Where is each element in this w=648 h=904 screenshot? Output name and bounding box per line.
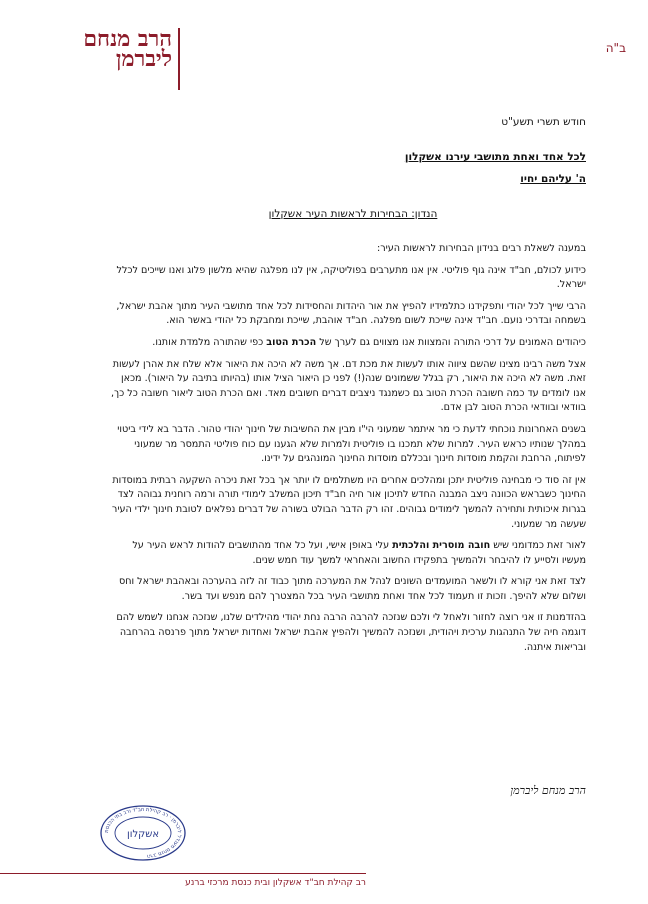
letter-footer: רב קהילת חב"ד אשקלון ובית כנסת מרכזי ברנע	[185, 878, 366, 888]
letterhead-divider	[178, 28, 180, 90]
paragraph-3: הרבי שייך לכל יהודי ותפקידנו כתלמידיו להפיץ את אור היהדות והחסידות לכל אחד מתושבי העיר מתוך אהבת ישראל, בשמחה ובדרכי נועם. חב"ד אינה שייכת לשום מפלגה. חב"ד אוהבת, שייכת ומחבקת כל יהודי באשר הוא.	[116, 300, 586, 327]
footer-divider	[0, 873, 366, 874]
letterhead-name-line1: הרב מנחם	[83, 26, 172, 52]
rabbi-stamp	[98, 804, 188, 862]
paragraph-5: אצל משה רבינו מצינו שהשם ציווה אותו לעשות את מכת דם. אך משה לא היכה את היאור אלא שלח את אהרן לעשות זאת. משה לא היכה את היאור, רק בגלל ששמונים שנה(!) לפני כן היאור הציל אותו (בהיותו בתיבה על היאור). מכאן אנו לומדים עד כמה חשובה הכרת הטוב גם כשמנגד ניצבים דברים חשובים מאד. ואם הכרת הטוב ליאור חשובה כל כך, בוודאי ובוודאי הכרת הטוב לבן אדם.	[110, 358, 586, 414]
stamp-center-text: אשקלון	[127, 829, 159, 840]
stamp-ring-text: הרב מנחם מענדל ליברמן · רב קהילת חב"ד ורב בתי הכנסת	[103, 806, 183, 859]
letter-body	[110, 242, 586, 662]
signature-name: הרב מנחם ליברמן	[510, 784, 586, 797]
bold-phrase: הכרת הטוב	[266, 336, 317, 348]
letter-subject: הנדון: הבחירות לראשות העיר אשקלון	[268, 208, 438, 220]
paragraph-1: במענה לשאלת רבים בנידון הבחירות לראשות העיר:	[377, 243, 586, 254]
bh-mark: ב"ה	[605, 41, 626, 55]
paragraph-4: כיהודים האמונים על דרכי התורה והמצוות אנו מצווים גם לערך של הכרת הטוב כפי שהתורה מלמדת אותנו.	[152, 336, 586, 348]
paragraph-7: אין זה סוד כי מבחינה פוליטית יתכן ומהלכים אחרים היו משתלמים לו יותר אך בכל זאת ניכרה השקעה רבתית במוסדות החינוך כשבראש הכוונה ניצב המבנה החדש לתיכון אור חיה חב"ד תיכון המשלב לימודי תורה ורמה רוחנית גבוהה לצד בגרות איכותית ותחירה להמשך לימודים גבוהים. זהו רק הדבר הבולט בשורה של דברים נפלאים לטובת חינוך ילדי העיר שעשה מר שמעוני.	[111, 474, 586, 530]
paragraph-2: כידוע לכולם, חב"ד אינה גוף פוליטי. אין אנו מתערבים בפוליטיקה, אין לנו מפלגה שהיא מלשון פלוג ואנו שייכים לכלל ישראל.	[116, 264, 586, 291]
paragraph-10: בהזדמנות זו אני רוצה לחזור ולאחל לי ולכם שנזכה להרבה הרבה נחת יהודי מהילדים שלנו, שנזכה אנחנו לשמש להם דוגמה חיה של התנהגות ערכית ויהודית, ושנזכה להמשיך ולהפיץ אהבת ישראל ואחדות ישראל מתוך פרנסה בהרחבה ובריאות איתנה.	[116, 612, 586, 653]
letterhead-name-line2: ליברמן	[115, 46, 172, 72]
bold-phrase: חובה מוסרית והלכתית	[392, 540, 491, 552]
address-line1: לכל אחד ואחת מתושבי עירנו אשקלון	[404, 151, 586, 163]
letter-date: חודש תשרי תשע"ט	[501, 116, 586, 128]
address-line2: ה' עליהם יחיו	[520, 173, 586, 185]
paragraph-9: לצד זאת אני קורא לו ולשאר המועמדים השונים לנהל את המערכה מתוך כבוד זה לזה בהערכה ובאהבת ישראל וחס ושלום שלא להיפך. וזכות זו תעמוד לכל אחד ואחת מתושבי העיר בכל המצטרך להם מנפש ועד בשר.	[119, 576, 586, 602]
paragraph-6: בשנים האחרונות נוכחתי לדעת כי מר איתמר שמעוני הי"ו מבין את החשיבות של חינוך יהודי טהור. הדבר בא לידי ביטוי במהלך שנותיו כראש העיר. למרות שלא תמכנו בו פוליטית ולמרות שלא הגענו עם כוח פוליטי התמסר מר שמעוני לפיתוח, הרחבת והקמת מוסדות חינוך ובכללם מוסדות החינוך המונהגים על ידינו.	[117, 423, 586, 465]
letterhead-name	[62, 26, 172, 72]
paragraph-8: לאור זאת כמדומני שיש חובה מוסרית והלכתית עלי באופן אישי, ועל כל אחד מהתושבים להודות לראש העיר על מעשיו ולסייע לו להיבחר ולהמשיך בתפקידו החשוב והאחראי למשך עוד חמש שנים.	[132, 540, 586, 566]
